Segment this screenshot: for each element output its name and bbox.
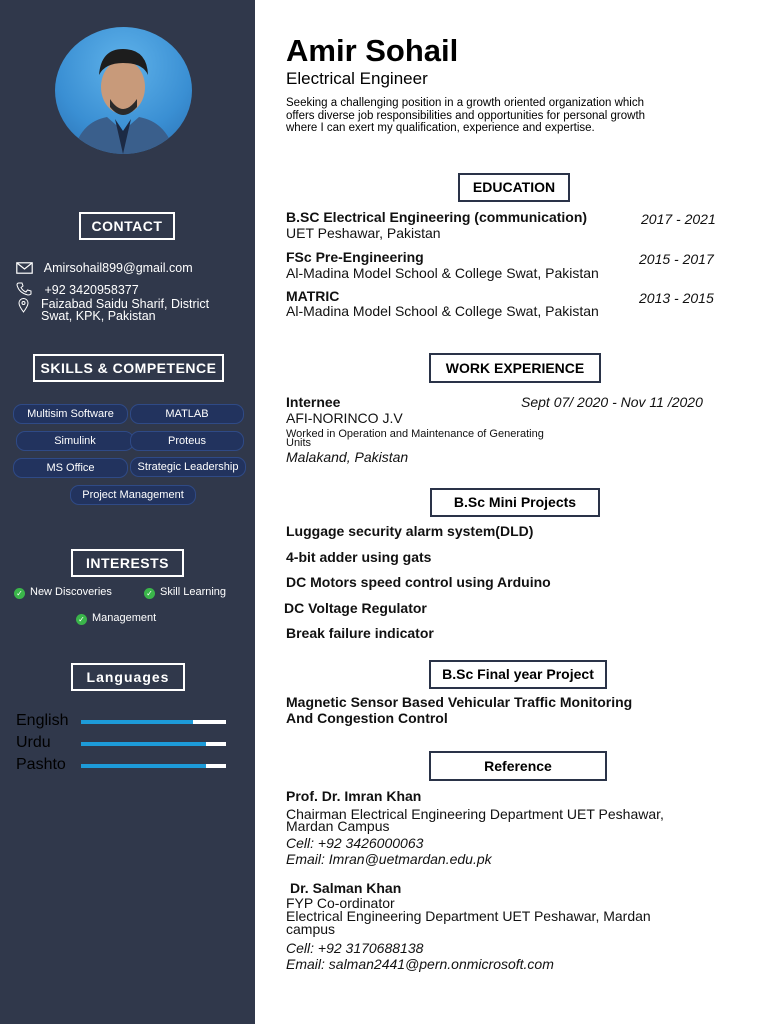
language-bar xyxy=(81,764,226,768)
reference-line: campus xyxy=(286,921,336,937)
check-icon: ✓ xyxy=(76,614,87,625)
reference-details xyxy=(286,808,664,832)
summary xyxy=(286,97,645,135)
contact-heading: CONTACT xyxy=(79,212,175,240)
email-row xyxy=(16,261,193,277)
interest-label: Skill Learning xyxy=(160,586,227,598)
reference-cell: Cell: +92 3170688138 xyxy=(286,940,424,956)
work-company: AFI-NORINCO J.V xyxy=(286,410,403,426)
work-description-line: Units xyxy=(286,437,312,449)
skills-heading: SKILLS & COMPETENCE xyxy=(33,354,224,382)
language-bar-fill xyxy=(81,764,206,768)
interests-heading: INTERESTS xyxy=(71,549,184,577)
skill-tag: Simulink xyxy=(16,431,134,451)
work-experience-heading: WORK EXPERIENCE xyxy=(429,353,601,383)
summary-line: Seeking a challenging position in a growth oriented organization which xyxy=(286,97,645,109)
phone-icon xyxy=(16,282,33,299)
skill-tag: Proteus xyxy=(130,431,244,451)
work-description-line: Worked in Operation and Maintenance of Generating xyxy=(286,428,544,440)
summary-line: where I can exert my qualification, experience and expertise. xyxy=(286,122,595,134)
language-bar xyxy=(81,742,226,746)
final-project-title xyxy=(286,694,632,726)
skill-tag: MATLAB xyxy=(130,404,244,424)
languages-heading: Languages xyxy=(71,663,185,691)
reference-line: FYP Co-ordinator xyxy=(286,895,395,911)
mini-project-item: DC Motors speed control using Arduino xyxy=(286,574,551,590)
reference-name: Dr. Salman Khan xyxy=(290,880,402,896)
language-bar-fill xyxy=(81,720,193,724)
skill-tag: MS Office xyxy=(13,458,128,478)
location-pin-icon xyxy=(18,298,29,316)
work-dates: Sept 07/ 2020 - Nov 11 /2020 xyxy=(521,394,703,410)
reference-line: Mardan Campus xyxy=(286,818,390,834)
summary-line: offers diverse job responsibilities and opportunities for personal growth xyxy=(286,109,646,122)
work-description xyxy=(286,430,544,448)
education-institution: Al-Madina Model School & College Swat, Pakistan xyxy=(286,265,599,281)
final-project-heading: B.Sc Final year Project xyxy=(429,660,607,689)
interest-label: Management xyxy=(92,612,157,624)
reference-details xyxy=(286,897,651,936)
person-name: Amir Sohail xyxy=(286,33,459,68)
interest-item xyxy=(14,586,112,599)
mini-project-item: 4-bit adder using gats xyxy=(286,549,432,565)
reference-name: Prof. Dr. Imran Khan xyxy=(286,788,422,804)
work-location: Malakand, Pakistan xyxy=(286,449,409,465)
education-degree: B.SC Electrical Engineering (communication) xyxy=(286,209,588,225)
interest-label: New Discoveries xyxy=(30,586,112,598)
education-heading: EDUCATION xyxy=(458,173,570,202)
reference-line: Electrical Engineering Department UET Peshawar, Mardan xyxy=(286,908,651,924)
reference-email: Email: salman2441@pern.onmicrosoft.com xyxy=(286,956,554,972)
education-degree: MATRIC xyxy=(286,288,340,304)
education-institution: UET Peshawar, Pakistan xyxy=(286,225,441,241)
final-project-title-line: Magnetic Sensor Based Vehicular Traffic Monitoring xyxy=(286,694,633,710)
main-content xyxy=(255,0,768,1024)
education-institution: Al-Madina Model School & College Swat, Pakistan xyxy=(286,303,599,319)
language-bar-fill xyxy=(81,742,206,746)
language-label: Urdu xyxy=(16,734,51,751)
job-title: Electrical Engineer xyxy=(286,69,428,88)
reference-line: Chairman Electrical Engineering Department UET Peshawar, xyxy=(286,806,664,822)
phone-text: +92 3420958377 xyxy=(44,283,139,297)
address-line: Faizabad Saidu Sharif, District xyxy=(41,297,210,311)
check-icon: ✓ xyxy=(14,588,25,599)
email-text: Amirsohail899@gmail.com xyxy=(43,261,193,275)
interest-item xyxy=(144,586,226,599)
skill-tag: Multisim Software xyxy=(13,404,128,424)
reference-heading: Reference xyxy=(429,751,607,781)
mini-projects-heading: B.Sc Mini Projects xyxy=(430,488,600,517)
address-row xyxy=(16,298,246,322)
mini-project-item: Break failure indicator xyxy=(286,625,434,641)
skill-tag: Strategic Leadership xyxy=(130,457,246,477)
reference-cell: Cell: +92 3426000063 xyxy=(286,835,424,851)
check-icon: ✓ xyxy=(144,588,155,599)
education-years: 2015 - 2017 xyxy=(639,251,714,267)
language-label: English xyxy=(16,712,69,729)
education-degree: FSc Pre-Engineering xyxy=(286,249,424,265)
profile-photo xyxy=(55,27,192,154)
final-project-title-line: And Congestion Control xyxy=(286,710,448,726)
education-years: 2013 - 2015 xyxy=(639,290,714,306)
language-label: Pashto xyxy=(16,756,66,773)
education-years: 2017 - 2021 xyxy=(641,211,716,227)
mini-project-item: DC Voltage Regulator xyxy=(284,600,427,616)
language-bar xyxy=(81,720,226,724)
reference-email: Email: Imran@uetmardan.edu.pk xyxy=(286,851,492,867)
work-role: Internee xyxy=(286,394,341,410)
interest-item xyxy=(76,612,156,625)
envelope-icon xyxy=(16,262,33,277)
address-line: Swat, KPK, Pakistan xyxy=(41,309,156,323)
skill-tag: Project Management xyxy=(70,485,196,505)
sidebar xyxy=(0,0,255,1024)
mini-project-item: Luggage security alarm system(DLD) xyxy=(286,523,534,539)
